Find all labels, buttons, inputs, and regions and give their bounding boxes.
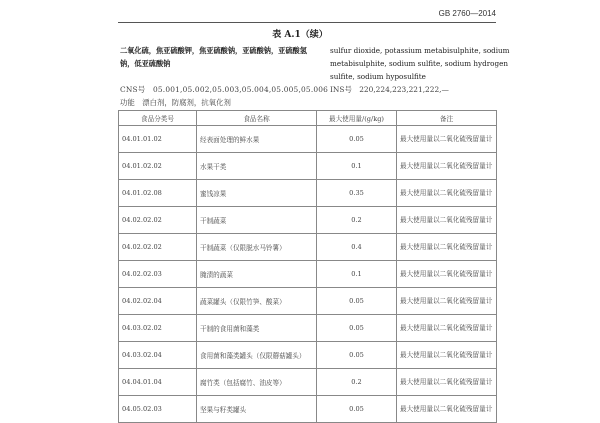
max-usage: 0.1 xyxy=(317,153,397,180)
food-code: 04.02.02.04 xyxy=(119,288,197,315)
remark: 最大使用量以二氧化硫残留量计 xyxy=(397,288,497,315)
remark: 最大使用量以二氧化硫残留量计 xyxy=(397,153,497,180)
remark: 最大使用量以二氧化硫残留量计 xyxy=(397,207,497,234)
remark: 最大使用量以二氧化硫残留量计 xyxy=(397,126,497,153)
max-usage: 0.05 xyxy=(317,342,397,369)
food-code: 04.01.01.02 xyxy=(119,126,197,153)
food-name: 干制蔬菜 xyxy=(197,207,317,234)
food-name: 坚果与籽类罐头 xyxy=(197,396,317,423)
food-code: 04.02.02.03 xyxy=(119,261,197,288)
food-code: 04.03.02.02 xyxy=(119,315,197,342)
remark: 最大使用量以二氧化硫残留量计 xyxy=(397,369,497,396)
max-usage: 0.05 xyxy=(317,288,397,315)
remark: 最大使用量以二氧化硫残留量计 xyxy=(397,234,497,261)
table-header-row xyxy=(119,111,497,126)
food-code: 04.05.02.03 xyxy=(119,396,197,423)
standard-code: GB 2760—2014 xyxy=(438,9,496,18)
table-row xyxy=(119,153,497,180)
food-code: 04.04.01.04 xyxy=(119,369,197,396)
food-code: 04.01.02.08 xyxy=(119,180,197,207)
food-name: 水果干类 xyxy=(197,153,317,180)
additive-names-cn: 二氧化硫，焦亚硫酸钾，焦亚硫酸钠，亚硫酸钠，亚硫酸氢钠，低亚硫酸钠 xyxy=(120,46,307,68)
function-line: 功能 漂白剂，防腐剂，抗氧化剂 xyxy=(120,98,231,107)
table-row xyxy=(119,180,497,207)
food-code: 04.02.02.02 xyxy=(119,234,197,261)
remark: 最大使用量以二氧化硫残留量计 xyxy=(397,396,497,423)
food-name: 腌渍的蔬菜 xyxy=(197,261,317,288)
food-code: 04.01.02.02 xyxy=(119,153,197,180)
header-food-name: 食品名称 xyxy=(197,111,317,126)
max-usage: 0.2 xyxy=(317,207,397,234)
food-code: 04.02.02.02 xyxy=(119,207,197,234)
food-name: 干制蔬菜（仅限脱水马铃薯） xyxy=(197,234,317,261)
remark: 最大使用量以二氧化硫残留量计 xyxy=(397,180,497,207)
remark: 最大使用量以二氧化硫残留量计 xyxy=(397,342,497,369)
max-usage: 0.05 xyxy=(317,315,397,342)
table-title: 表 A.1（续） xyxy=(272,30,328,40)
table-row xyxy=(119,288,497,315)
table-row xyxy=(119,207,497,234)
table-row xyxy=(119,342,497,369)
max-usage: 0.05 xyxy=(317,396,397,423)
table-row xyxy=(119,261,497,288)
table-row xyxy=(119,315,497,342)
food-name: 食用菌和藻类罐头（仅限蘑菇罐头） xyxy=(197,342,317,369)
food-name: 蜜饯凉果 xyxy=(197,180,317,207)
header-max-usage: 最大使用量/(g/kg) xyxy=(317,111,397,126)
ins-number: INS号 220,224,223,221,222,— xyxy=(330,85,449,94)
food-name: 经表面处理的鲜水果 xyxy=(197,126,317,153)
cns-number: CNS号 05.001,05.002,05.003,05.004,05.005,05.006 xyxy=(120,85,329,94)
max-usage: 0.05 xyxy=(317,126,397,153)
header-rule xyxy=(118,22,496,23)
additive-names-en: sulfur dioxide, potassium metabisulphite, sodium metabisulphite, sodium sulfite, sodium hydrogen sulfite, sodium hyposulfite xyxy=(330,46,510,81)
remark: 最大使用量以二氧化硫残留量计 xyxy=(397,261,497,288)
max-usage: 0.1 xyxy=(317,261,397,288)
table-row xyxy=(119,234,497,261)
table-row xyxy=(119,126,497,153)
remark: 最大使用量以二氧化硫残留量计 xyxy=(397,315,497,342)
max-usage: 0.2 xyxy=(317,369,397,396)
food-name: 蔬菜罐头（仅限竹笋、酸菜） xyxy=(197,288,317,315)
food-name: 干制的食用菌和藻类 xyxy=(197,315,317,342)
header-remarks: 备注 xyxy=(397,111,497,126)
food-name: 腐竹类（包括腐竹、油皮等） xyxy=(197,369,317,396)
usage-table xyxy=(118,110,497,423)
header-food-code: 食品分类号 xyxy=(119,111,197,126)
max-usage: 0.4 xyxy=(317,234,397,261)
max-usage: 0.35 xyxy=(317,180,397,207)
table-row xyxy=(119,369,497,396)
food-code: 04.03.02.04 xyxy=(119,342,197,369)
